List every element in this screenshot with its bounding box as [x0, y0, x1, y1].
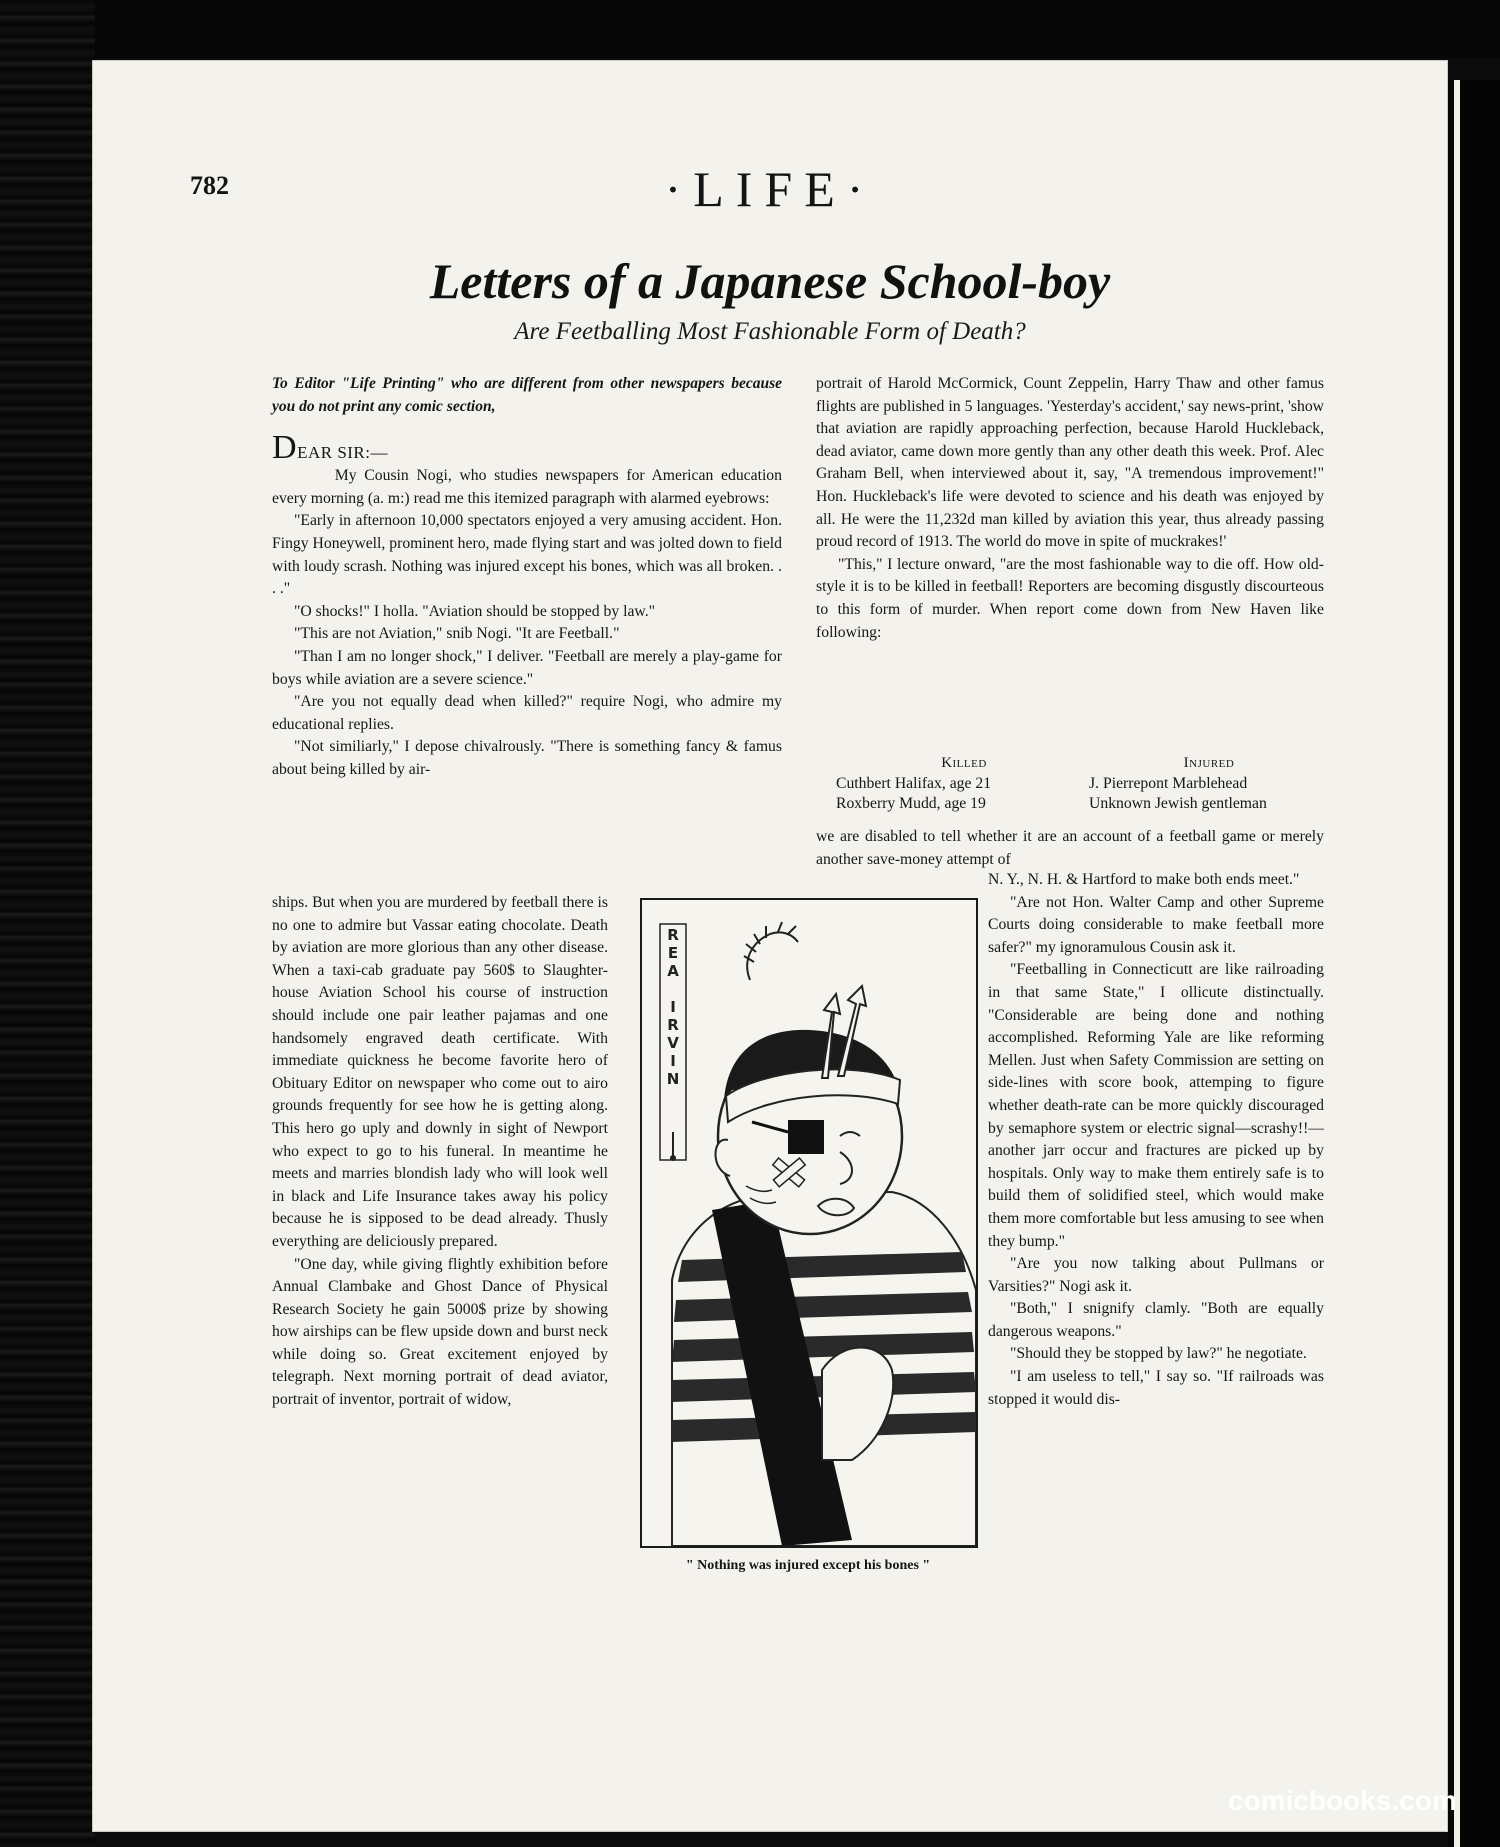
scan-top-border — [92, 0, 1500, 58]
paragraph: "Are you not equally dead when killed?" require Nogi, who admire my educational replies. — [272, 693, 782, 733]
magazine-masthead: ·LIFE· — [664, 161, 876, 217]
football-player-cartoon — [642, 900, 976, 1546]
paragraph: "Are not Hon. Walter Camp and other Supreme Courts doing considerable to make feetball more safer?" my ignoramulous Cousin ask it. — [988, 893, 1324, 956]
watermark: comicbooks.com — [1228, 1785, 1457, 1816]
paragraph: "Early in afternoon 10,000 spectators enjoyed a very amusing accident. Hon. Fingy Honeywell, prominent hero, made flying start and was jolted down to field with loudy scrash. Nothing was injured except his bones, which was all broken. . . ." — [272, 512, 782, 598]
paragraph: "Are you now talking about Pullmans or Varsities?" Nogi ask it. — [988, 1255, 1324, 1295]
scanned-page-edges — [0, 0, 95, 1847]
paragraph: "I am useless to tell," I say so. "If railroads was stopped it would dis- — [988, 1368, 1324, 1408]
casualty-header — [836, 753, 1326, 773]
paragraph: "Than I am no longer shock," I deliver. "Feetball are merely a play-game for boys while aviation are a severe science." — [272, 647, 782, 688]
injured-list — [1089, 774, 1326, 814]
paragraph: "This," I lecture onward, "are the most fashionable way to die off. How old-style it is to be killed in feetball! Reporters are becoming disgustly discourteous to this form of murder. When report come down from New Haven like following: — [816, 555, 1324, 641]
injured-entry: J. Pierrepont Marblehead — [1089, 775, 1248, 792]
injured-entry: Unknown Jewish gentleman — [1089, 795, 1267, 812]
salutation-initial: D — [272, 429, 298, 467]
laurel-wreath-icon — [744, 922, 798, 980]
killed-entry: Cuthbert Halifax, age 21 — [836, 775, 992, 792]
paragraph: My Cousin Nogi, who studies newspapers for American education every morning (a. m:) read me this itemized paragraph with alarmed eyebrows: — [272, 467, 782, 507]
injured-heading: Injured — [1183, 755, 1235, 771]
paragraph: ships. But when you are murdered by feetball there is no one to admire but Vassar eating chocolate. Death by aviation are more glorious than any other disease. When a taxi-cab graduate pay 560$ to Slaughter-house Aviation School his course of instruction should include one pair leather pajamas and one handsomely engraved death certificate. With immediate quickness he become favorite hero of Obituary Editor on newspaper who come out to airo grounds frequently for see how he is getting along. This hero go uply and downly in sight of Newport who expect to go to his funeral. In meantime he meets and marries blondish lady who will look well in black and Life Insurance takes away his policy because he is sipposed to be dead already. Thusly everything are deliciously prepared. — [272, 894, 608, 1250]
killed-list — [836, 774, 1067, 814]
right-column — [816, 373, 1324, 644]
paragraph: "Both," I snignify clamly. "Both are equally dangerous weapons." — [988, 1300, 1324, 1340]
paragraph: "O shocks!" I holla. "Aviation should be stopped by law." — [293, 602, 656, 620]
ear — [716, 1140, 731, 1176]
casualty-list — [836, 753, 1326, 814]
right-lower-column — [816, 826, 1324, 871]
paragraph: portrait of Harold McCormick, Count Zeppelin, Harry Thaw and other famus flights are published in 5 languages. 'Yesterday's accident,' say news-print, 'show that aviation are rapidly approaching perfection, because Harold Huckleback, dead aviator, came down more gently than any other death this week. Prof. Alec Graham Bell, when interviewed about it, say, "A tremendous improvement!" Hon. Huckleback's life were devoted to science and his death was enjoyed by all. He were the 11,232d man killed by aviation this year, thus already passing proud record of 1913. The world do move in spite of muckrakes!' — [816, 375, 1324, 551]
killed-entry: Roxberry Mudd, age 19 — [836, 795, 986, 812]
paragraph: "This are not Aviation," snib Nogi. "It are Feetball." — [293, 625, 620, 643]
left-column — [272, 373, 782, 782]
article-subtitle: Are Feetballing Most Fashionable Form of Death? — [514, 318, 1026, 345]
casualty-rows — [836, 774, 1326, 814]
letter-intro: To Editor "Life Printing" who are different from other newspapers because you do not print any comic section, — [272, 375, 782, 415]
paragraph: "Feetballing in Connecticutt are like railroading in that same State," I ollicute distinctually. "Considerable are being done and nothing accomplished. Reforming Yale are like reforming Mellen. Just when Safety Commission are setting on side-lines with score book, attemping to figure whether death-rate can be more quickly discouraged by semaphore system or electric signal—scrashy!!—another jarr occur and fractures are picked up by hospitals. Only way to make them entirely safe is to build them of solidified steel, which would make them more comfortable but less amusing to see when they bump." — [988, 961, 1324, 1250]
paragraph: "Not similiarly," I depose chivalrously. "There is something fancy & famus about being killed by air- — [272, 738, 782, 778]
signature-dot — [670, 1155, 676, 1161]
salutation — [272, 429, 782, 467]
scan-right-border — [1448, 80, 1500, 1847]
salutation-text: EAR SIR:— — [297, 443, 388, 463]
right-narrow-column — [988, 869, 1324, 1411]
paragraph: N. Y., N. H. & Hartford to make both ends meet." — [988, 871, 1300, 888]
article-title: Letters of a Japanese School-boy — [429, 253, 1111, 309]
paragraph: we are disabled to tell whether it are an account of a feetball game or merely another save-money attempt of — [816, 828, 1324, 868]
facing-page-edge — [1454, 80, 1460, 1847]
cartoon-illustration — [640, 898, 978, 1548]
cartoon-caption: " Nothing was injured except his bones " — [685, 1558, 931, 1573]
artist-signature: R E A I R V I N — [666, 926, 680, 1088]
killed-heading: Killed — [941, 755, 987, 771]
paragraph: "Should they be stopped by law?" he negotiate. — [1009, 1345, 1307, 1363]
eye-patch — [788, 1120, 824, 1154]
paragraph: "One day, while giving flightly exhibition before Annual Clambake and Ghost Dance of Physical Research Society he gain 5000$ prize by showing how airships can be flew upside down and burst neck while doing so. Great excitement enjoyed by telegraph. Next morning portrait of dead aviator, portrait of inventor, portrait of widow, — [272, 1255, 608, 1409]
page-number: 782 — [190, 171, 229, 200]
left-narrow-column — [272, 892, 608, 1412]
